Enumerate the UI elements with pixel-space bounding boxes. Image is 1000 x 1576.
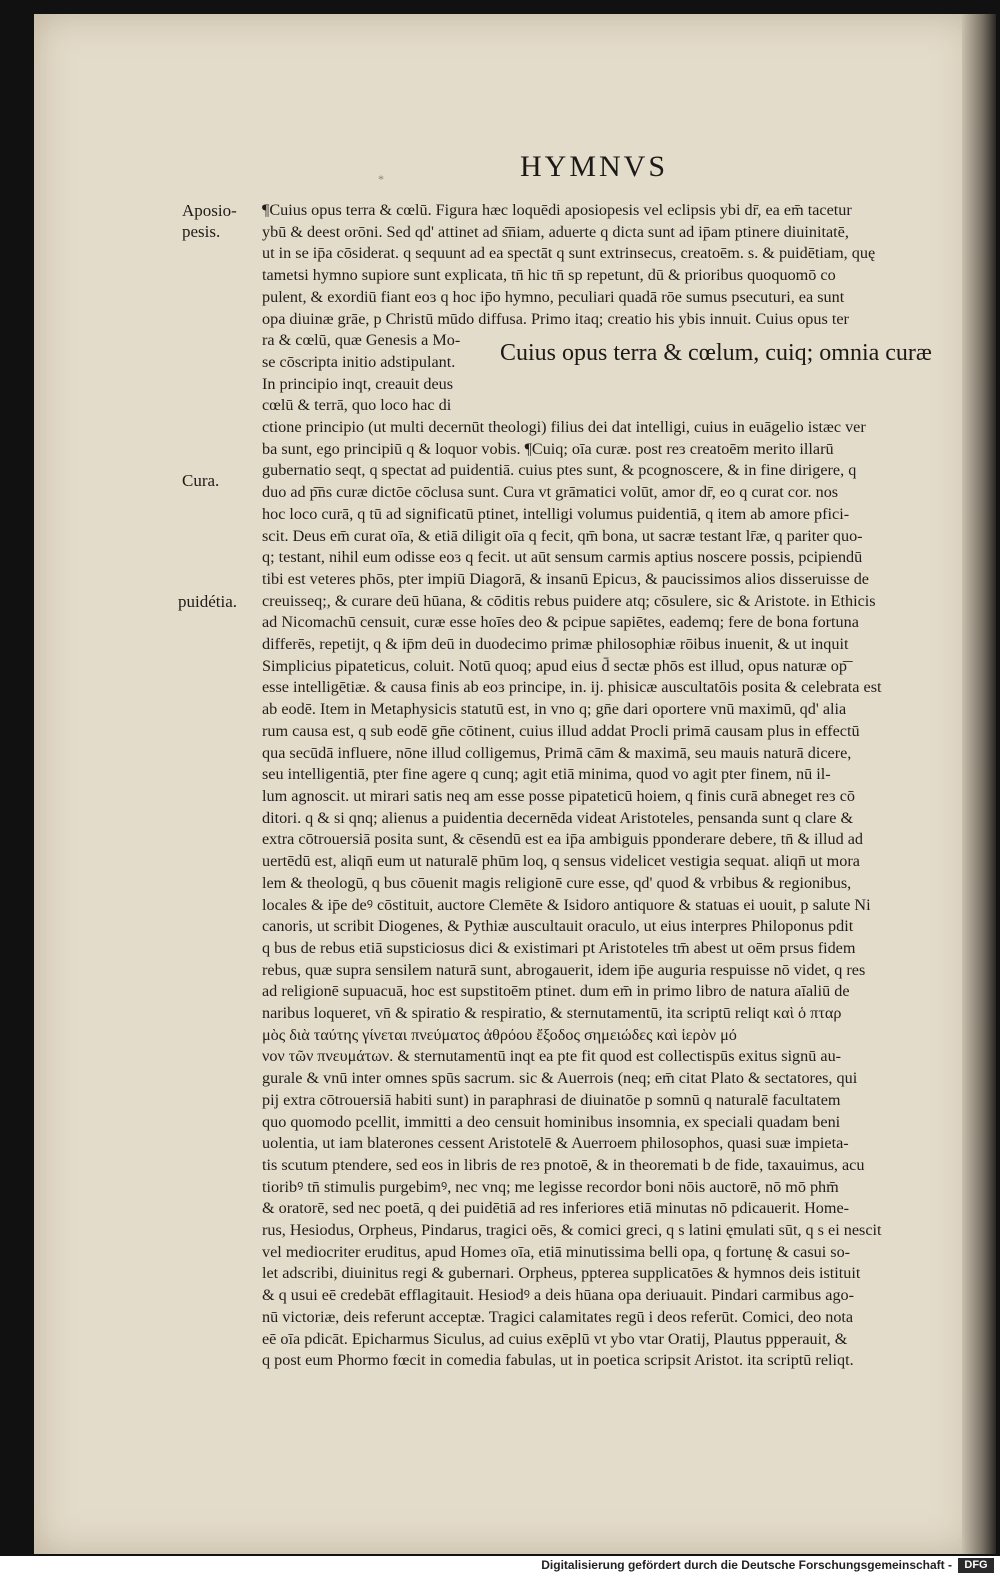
margin-note-cura: Cura. (182, 471, 220, 490)
text-line: ra & cœlū, quæ Genesis a Mo- (262, 331, 461, 350)
text-line: q bus de rebus etiā supsticiosus dici & existimari pt Aristoteles tm̄ abest ut oēm prsus fidem (262, 938, 856, 957)
text-line: μὸς διὰ ταύτης γίνεται πνεύματος ἀθρόου ἔξοδος σημειώδες καὶ ἱερὸν μό (262, 1025, 737, 1044)
text-line: ad Nicomachū censuit, curæ esse hoīes deo & pcipue sapiētes, eademq; fere de bona fortuna (262, 613, 859, 632)
text-line: q; testant, nihil eum odisse eoɜ q fecit. ut aūt sensum carmis aptius noscere possis, pcipiendū (262, 548, 863, 567)
text-line: let adscribi, diuinitus regi & gubernari. Orpheus, ppterea supplicatōes & hymnos deis istituit (262, 1264, 861, 1283)
text-line: uertēdū est, aliqn̄ eum ut naturalē phūm loq, q sensus videlicet vestigia sequat. aliqn̄ ut mora (262, 852, 860, 871)
margin-note-aposiopesis: Aposio- pesis. (182, 201, 237, 241)
text-line: pij extra cōtrouersiā habiti sunt) in paraphrasi de diuinatōe p somnū q naturalē facultatem (262, 1090, 841, 1109)
text-line: νον τῶν πνευμάτων. & sternutamentū inqt ea pte fit quod est collectispūs exitus signū au- (262, 1047, 842, 1066)
text-line: ditori. q & si qnq; alienus a puidentia decernēda videat Aristoteles, pensanda sunt q clare & (262, 808, 854, 827)
text-line: hoc loco curā, q tū ad significatū ptinet, intelligi volumus puidentiā, q item ab amore pfici- (262, 504, 850, 523)
text-line: & q usui eē credebāt efflagitauit. Hesiodꝰ a deis hūana opa deriuauit. Pindari carmibus ago- (262, 1286, 855, 1305)
text-line: gubernatio seqt, q spectat ad puidentiā. cuius ptes sunt, & pcognoscere, & in fine dirigere, q (262, 461, 857, 480)
text-line: naribus loqueret, vn̄ & spiratio & respiratio, & sternutamentū, ita scriptū reliqt καὶ ὁ πταρ (262, 1004, 842, 1023)
text-line: ut in se ip̄a cōsiderat. q sequunt ad ea spectāt q sunt extrinsecus, creatoēm. s. & puidētiam, quę (262, 244, 876, 263)
text-line: tioribꝰ tn̄ stimulis purgebimꝰ, nec vnq; me legisse recordor boni nōis auctorē, nō mō phm̄ (262, 1177, 839, 1196)
margin-note-providentia: puidétia. (178, 592, 238, 611)
text-line: tis scutum ptendere, sed eos in libris de reɜ pnotoē, & in theoremati b de fide, taxauimus, acu (262, 1155, 865, 1174)
text-line: eē oīa pdicāt. Epicharmus Siculus, ad cuius exēplū vt ybo vtar Oratij, Plautus ppperauit, & (262, 1329, 848, 1348)
text-line: gurale & vnū inter omnes spūs sacrum. sic & Auerrois (neq; em̄ citat Plato & sectatores, qui (262, 1069, 858, 1088)
text-line: differēs, repetijt, q & ip̄m deū in duodecimo primæ philosophiæ rōibus inuenit, & ut inquit (262, 635, 849, 654)
running-title: HYMNVS (520, 150, 669, 183)
text-line: tibi est veteres phōs, pter impiū Diagorā, & insanū Epicuɜ, & paucissimos alios disseruisse de (262, 569, 869, 588)
text-line: In principio inqt, creauit deus (262, 374, 454, 393)
funding-credit: Digitalisierung gefördert durch die Deutsche Forschungsgemeinschaft - (541, 1558, 952, 1572)
text-line: rus, Hesiodus, Orpheus, Pindarus, tragici oēs, & comici greci, q s latini ęmulati sūt, q s ei nescit (262, 1221, 882, 1240)
text-line: canoris, ut scribit Diogenes, & Pythiæ auscultauit oraculo, ut eius interpres Philoponus pdit (262, 917, 854, 936)
text-line: & oratorē, sed nec poetā, q dei puidētiā ad res inferiores etiā minutas nō pdicauerit. Home- (262, 1199, 850, 1218)
text-line: scit. Deus em̄ curat oīa, & etiā diligit oīa q fecit, qm̄ bona, ut sacræ testant lr̄æ, q pariter quo- (262, 526, 863, 545)
text-line: creuisseq;, & curare deū hūana, & cōditis rebus puidere atq; cōsulere, sic & Aristote. in Ethicis (262, 591, 876, 610)
text-line: ba sunt, ego principiū q & loquor vobis. ¶Cuiq; oīa curæ. post reɜ creatoēm merito illarū (262, 439, 834, 458)
text-line: ybū & deest orōni. Sed qd' attinet ad s͞niam, aduerte q dicta sunt ad ip̄am ptinere diuinitatē, (262, 222, 849, 241)
dfg-logo: DFG (958, 1558, 994, 1573)
text-line: extra cōtrouersiā posita sunt, & cēsendū est ea ip̄a ambiguis pponderare debere, tn̄ & illud ad (262, 830, 863, 849)
text-line: lem & theologū, q bus cōuenit magis religionē cure esse, qd' quod & vrbibus & regionibus, (262, 873, 852, 892)
text-line: qua secūdā influere, nōne illud colligemus, Primā cām & maximā, seu mauis naturā dicere, (262, 743, 852, 762)
footer-bar (0, 1556, 1000, 1576)
text-line: nū victoriæ, deis referunt acceptæ. Tragici calamitates regū i deos referūt. Comici, deo nota (262, 1307, 854, 1326)
text-line: quo quomodo pcellit, immitti a deo censuit hominibus insomnia, ex speciali quadam beni (262, 1112, 841, 1131)
text-line: uolentia, ut iam blaterones cessent Aristotelē & Auerroem philosophos, quasi suæ impieta- (262, 1134, 849, 1153)
body-lines (262, 417, 952, 1372)
text-line: vel mediocriter eruditus, apud Homeɜ oīa, etiā minutissima belli opa, q fortunę & casui so- (262, 1242, 851, 1261)
text-line: pulent, & exordiū fiant eoɜ q hoc ip̄o hymno, peculiari quadā rōe sumus psecuturi, ea sunt (262, 287, 845, 306)
text-line: duo ad p͞ns curæ dictōe cōclusa sunt. Cura vt grāmatici volūt, amor dr̄, eo q curat cor. nos (262, 483, 839, 502)
main-text-block (262, 200, 952, 1372)
text-line: ad religionē supuacuā, hoc est supstitoēm ptinet. dum em̄ in primo libro de natura aīaliū de (262, 982, 850, 1001)
verse-incipit: Cuius opus terra & cœlum, cuiq; omnia curæ (500, 340, 932, 366)
text-line: esse intelligētiæ. & causa finis ab eoɜ principe, in. ij. phisicæ auscultatōis posita & celebrata est (262, 678, 882, 697)
text-line: Simplicius pipateticus, coluit. Notū quoq; apud eius d̄ sectæ phōs est illud, opus naturæ op͞ (262, 656, 847, 675)
text-line: ab eodē. Item in Metaphysicis statutū est, in vno q; gn̄e dari oportere vnū maximū, qd' alia (262, 700, 847, 719)
text-line: rum causa est, q sub eodē gn̄e cōtinent, cuius illud addat Procli primā causam plus in effectū (262, 721, 860, 740)
text-line: seu intelligentiā, pter fine agere q cunq; agit etiā minima, quod vo agit pter finem, nū il- (262, 765, 831, 784)
printer-mark: * (378, 172, 384, 186)
text-line: lum agnoscit. ut mirari satis neq am esse posse pipateticū hoiem, q finis curā abneget reɜ cō (262, 786, 855, 805)
text-line: tametsi hymno supiore sunt explicata, tn̄ hic tn̄ sp repetunt, dū & prioribus quoquomō co (262, 266, 836, 285)
page-edge (962, 14, 996, 1554)
text-line: ctione principio (ut multi decernūt theologi) filius dei dat intelligi, cuius in euāgelio istæc ver (262, 418, 866, 437)
text-line: se cōscripta initio adstipulant. (262, 352, 456, 371)
text-line: locales & ip̄e deꝰ cōstituit, auctore Clemēte & Isidoro antiquore & statuas ei uouit, p salute Ni (262, 895, 871, 914)
text-line: opa diuinæ grāe, p Christū mūdo diffusa. Primo itaq; creatio his ybis innuit. Cuius opus ter (262, 309, 849, 328)
text-line: ¶Cuius opus terra & cœlū. Figura hæc loquēdi aposiopesis vel eclipsis ybi dr̄, ea em̄ tacetur (262, 201, 852, 219)
text-line: rebus, quæ supra sensilem naturā sunt, abrogauerit, idem ip̄e auguria respuisse nō videt, q res (262, 960, 866, 979)
text-line: q post eum Phormo fœcit in comedia fabulas, ut in poetica scripsit Aristot. ita scriptū reliqt. (262, 1351, 854, 1370)
text-line: cœlū & terrā, quo loco hac di (262, 396, 452, 415)
